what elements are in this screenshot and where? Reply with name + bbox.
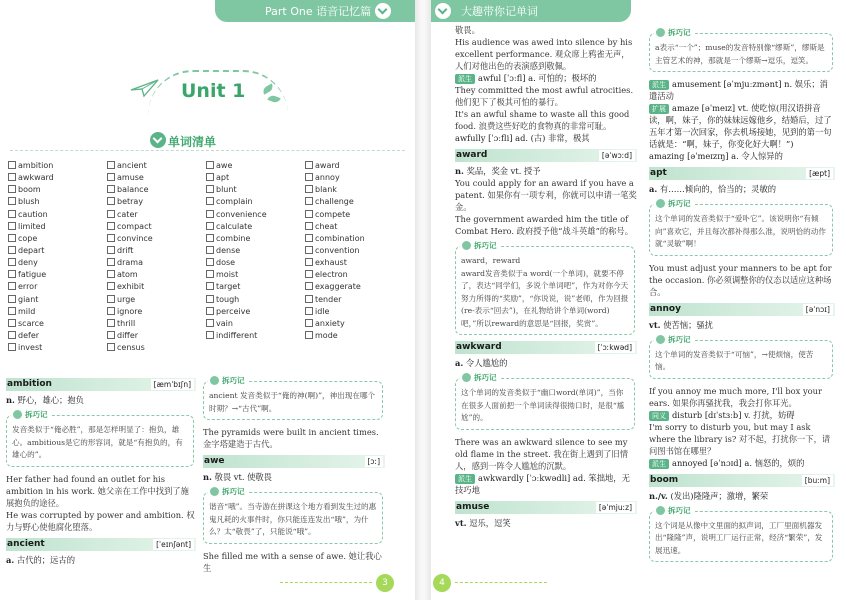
entry-column-4 xyxy=(649,24,835,568)
word-list-item[interactable]: challenge xyxy=(305,196,404,208)
entry-word: awe xyxy=(204,456,225,466)
word-list-item[interactable]: apt xyxy=(206,172,305,184)
word-list-item[interactable]: vain xyxy=(206,318,305,330)
example-sentence: The government awarded him the title of Combat Hero. 政府授予他“战斗英雄”的称号。 xyxy=(455,214,634,236)
divider xyxy=(10,150,405,151)
word-list-item[interactable]: perceive xyxy=(206,306,305,318)
word-list-item[interactable]: blush xyxy=(8,196,107,208)
word-list-item[interactable]: exhaust xyxy=(305,257,404,269)
derivative-text: amusement [əˈmjuːzmənt] n. 娱乐；消遣活动 xyxy=(649,79,828,101)
derivative xyxy=(649,78,835,102)
entry-word: awkward xyxy=(456,342,502,352)
page-number-left: 3 xyxy=(376,574,394,592)
word-list-item[interactable]: convention xyxy=(305,245,404,257)
memory-tip-tag: 拆巧记 xyxy=(208,374,249,387)
header-title-right: 大趣带你记单词 xyxy=(461,5,538,18)
derivative xyxy=(649,102,835,150)
word-list-item[interactable]: tough xyxy=(206,294,305,306)
entry-phonetic: [ˈeɪnʃənt] xyxy=(153,539,194,550)
example-sentence: They committed the most awful atrocities. 他们犯下了极其可怕的暴行。 xyxy=(455,85,634,107)
memory-tip-tag: 拆巧记 xyxy=(654,333,695,346)
chevron-down-icon xyxy=(150,132,166,148)
definition-text: 奖品，奖金 vt. 授予 xyxy=(466,166,541,176)
entry-phonetic: [əˈwɔːd] xyxy=(599,150,635,161)
word-list-item[interactable]: giant xyxy=(8,294,107,306)
memory-tip-text: 这个词是从像中文里面的拟声词，工厂里面机器发出“隆隆”声，说明工厂运行正常，经济“繁荣”，发展迅速。 xyxy=(655,520,823,555)
entry-header-awkward xyxy=(455,341,637,354)
entry-phonetic: [æmˈbɪʃn] xyxy=(151,379,194,390)
definition xyxy=(649,319,835,331)
example-sentence: The pyramids were built in ancient times. 金字塔建造于古代。 xyxy=(203,427,379,449)
memory-tip-text: 这个单词的发音类似于“可恼”，→使烦恼，使苦恼。 xyxy=(655,349,814,371)
word-list-item[interactable]: dose xyxy=(206,257,305,269)
derivative xyxy=(455,472,637,496)
word-list-item[interactable]: deny xyxy=(8,257,107,269)
memory-tip-text: 发音类似于“俺必胜”，那是怎样明显了：抱负，雄心。ambitious是它的形容词，就是“有抱负的，有雄心的”。 xyxy=(12,425,183,459)
example-sentence: There was an awkward silence to see my old flame in the street. 我在街上遇到了旧情人，感到一阵令人尴尬的沉默。 xyxy=(455,436,629,471)
entry-phonetic: [æpt] xyxy=(806,168,833,179)
example-sentence: If you annoy me much more, I'll box your ears. 如果你再骚扰我，我会打你耳光。 xyxy=(649,385,822,408)
word-list-item[interactable]: betray xyxy=(107,196,206,208)
word-list-item[interactable]: error xyxy=(8,281,107,293)
word-list-item[interactable]: differ xyxy=(107,330,206,342)
right-page xyxy=(431,0,846,600)
definition-text: 逗乐，逗笑 xyxy=(469,517,511,528)
memory-tip-box xyxy=(649,28,833,72)
derivative-tag: 派生 xyxy=(649,80,669,90)
word-list-item[interactable]: annoy xyxy=(305,172,404,184)
definition xyxy=(455,357,637,369)
word-list-item[interactable]: ancient xyxy=(107,160,206,172)
definition xyxy=(203,471,385,483)
word-list-item[interactable]: calculate xyxy=(206,221,305,233)
memory-tip-box xyxy=(455,241,635,335)
part-of-speech: n. xyxy=(455,166,464,176)
left-page xyxy=(0,0,415,600)
word-list-item[interactable]: compete xyxy=(305,209,404,221)
word-list-item[interactable]: idle xyxy=(305,306,404,318)
example-sentence: His audience was awed into silence by his excellent performance. 观众席上鸦雀无声，人们对他出色的表演感到敬佩。 xyxy=(455,37,633,71)
entry-phonetic: [əˈnɔɪ] xyxy=(803,304,833,315)
word-list-item[interactable]: limited xyxy=(8,221,107,233)
memory-tip-text: a表示“一个”；muse的发音特别像“缪斯”，缪斯是主管艺术的神，那就是一个缪斯→逗乐，逗笑。 xyxy=(655,43,825,65)
word-list-item[interactable]: electron xyxy=(305,269,404,281)
definition xyxy=(455,517,637,529)
entry-header-apt xyxy=(649,167,835,180)
derivative-text: amaze [əˈmeɪz] vt. 使吃惊(用汉语拼音读，啊，妹子，你的妹妹远嫁他乡，结婚后，过了五年才第一次回家，你去机场接她，见到的第一句话就是：“啊，妹子，你变化好大啊！”) xyxy=(649,103,832,149)
derivative-text: amazing [əˈmeɪzɪŋ] a. 令人惊异的 xyxy=(649,151,783,161)
derivative-text: disturb [dɪˈstɜːb] v. 打扰，妨碍 xyxy=(672,409,795,420)
word-list-item[interactable]: caution xyxy=(8,209,107,221)
part-of-speech: vt. xyxy=(649,319,661,330)
definition-text: 敬畏 vt. 使敬畏 xyxy=(214,472,272,482)
word-list-heading: 单词清单 xyxy=(168,135,217,149)
memory-tip-tag: 拆巧记 xyxy=(460,239,501,252)
example-sentence: He was corrupted by power and ambition. 权力与野心使他腐化堕落。 xyxy=(6,509,195,532)
word-list-item[interactable]: fatigue xyxy=(8,269,107,281)
entry-word: boom xyxy=(650,474,679,485)
derivative xyxy=(455,72,637,84)
example-sentence: I'm sorry to disturb you, but may I ask where the library is? 对不起，打扰你一下，请问图书馆在哪里？ xyxy=(649,421,831,456)
word-list-item[interactable]: exhibit xyxy=(107,281,206,293)
unit-title: Unit 1 xyxy=(181,80,246,102)
definition-text: 令人尴尬的 xyxy=(465,358,508,368)
word-list-item[interactable]: atom xyxy=(107,269,206,281)
memory-tip-tag: 拆巧记 xyxy=(654,26,695,39)
entry-phonetic: [əˈmjuːz] xyxy=(596,502,635,513)
word-list-item[interactable]: amuse xyxy=(107,172,206,184)
memory-tip-box xyxy=(6,410,194,467)
derivative-tag: 派生 xyxy=(455,74,475,84)
word-list xyxy=(8,160,408,354)
word-list-empty xyxy=(305,342,404,354)
word-list-item[interactable]: cheat xyxy=(305,221,404,233)
word-list-item[interactable]: scarce xyxy=(8,318,107,330)
derivative-text: awful [ˈɔːfl] a. 可怕的；极坏的 xyxy=(478,73,597,83)
word-list-item[interactable]: indifferent xyxy=(206,330,305,342)
memory-tip-box xyxy=(203,376,383,420)
entry-word: ambition xyxy=(7,379,52,389)
entry-header-award xyxy=(455,149,637,162)
word-list-item[interactable]: drama xyxy=(107,257,206,269)
word-list-item[interactable]: cater xyxy=(107,209,206,221)
word-list-item[interactable]: blunt xyxy=(206,184,305,196)
derivative-tag: 同义 xyxy=(649,411,669,421)
entry-phonetic: [ɔː] xyxy=(365,456,384,467)
part-of-speech: a. xyxy=(6,554,15,565)
word-list-item[interactable]: boom xyxy=(8,184,107,196)
definition xyxy=(455,165,637,177)
entry-header-annoy xyxy=(649,303,835,316)
part-of-speech: a. xyxy=(649,184,658,194)
memory-tip-box xyxy=(649,334,833,379)
part-of-speech: n. xyxy=(203,472,212,482)
example-sentence: You could apply for an award if you have a patent. 如果你有一项专利，你就可以申请一笔奖金。 xyxy=(455,178,637,212)
entry-header-awe xyxy=(203,455,385,468)
word-list-item[interactable]: combination xyxy=(305,233,404,245)
word-list-item[interactable]: thrill xyxy=(107,318,206,330)
entry-header-boom xyxy=(649,474,835,487)
entry-word: apt xyxy=(650,168,667,178)
derivative-text: awfully [ˈɔːfli] ad. (古) 非常，极其 xyxy=(455,133,590,143)
derivative-tag: 扩展 xyxy=(649,104,669,114)
word-list-item[interactable]: mild xyxy=(8,306,107,318)
definition-text: 使苦恼；骚扰 xyxy=(663,319,713,330)
word-list-item[interactable]: compact xyxy=(107,221,206,233)
memory-tip-box xyxy=(455,373,635,430)
definition-text: 古代的；远古的 xyxy=(16,554,75,565)
word-list-item[interactable]: target xyxy=(206,281,305,293)
entry-phonetic: [ˈɔːkwəd] xyxy=(595,342,635,353)
word-list-empty xyxy=(206,342,305,354)
definition xyxy=(6,554,196,566)
entry-header-ancient xyxy=(6,538,196,551)
word-list-item[interactable]: awkward xyxy=(8,172,107,184)
definition-text: (发出)隆隆声；激增，繁荣 xyxy=(670,490,769,501)
book-spine xyxy=(415,0,431,600)
memory-tip-tag: 拆巧记 xyxy=(654,504,695,517)
entry-word: amuse xyxy=(456,501,490,512)
word-list-item[interactable]: drift xyxy=(107,245,206,257)
memory-tip-text: award，reward award发音类似于a word(一个单词)，就要不停了，表达“同学们，多说个单词吧”，作为对你今天努力所得的“奖励”，“你说说，说”老师，作为回报(re-表示“回去”)，在礼物给讲个单词(word)吧，”所以reward的意思是“回报，奖赏”。 xyxy=(461,256,629,328)
example-sentence: Her father had found an outlet for his ambition in his work. 她父亲在工作中找到了施展抱负的途径。 xyxy=(6,473,189,508)
page-number-right: 4 xyxy=(433,574,451,592)
word-list-item[interactable]: exaggerate xyxy=(305,281,404,293)
memory-tip-text: 这个单词的发音类似于“爱卟它”。该说明你“有倾向”喜欢它，并且每次都补得那么准，说明恰的动作就“灵敏”啊！ xyxy=(655,214,826,248)
word-list-item[interactable]: blank xyxy=(305,184,404,196)
word-list-item[interactable]: depart xyxy=(8,245,107,257)
part-of-speech: n. xyxy=(6,395,15,405)
entry-word: award xyxy=(456,150,488,160)
part-of-speech: a. xyxy=(455,358,464,368)
header-title-left: Part One 语音记忆篇 xyxy=(265,5,372,18)
chevron-down-icon xyxy=(375,3,391,19)
definition xyxy=(649,490,835,502)
memory-tip-box xyxy=(203,487,383,544)
word-list-item[interactable]: invest xyxy=(8,342,107,354)
derivative-tag: 派生 xyxy=(455,474,475,484)
word-list-item[interactable]: combine xyxy=(206,233,305,245)
derivative-tag: 派生 xyxy=(649,459,669,469)
word-list-item[interactable]: dense xyxy=(206,245,305,257)
entry-phonetic: [buːm] xyxy=(802,475,833,486)
derivative xyxy=(649,457,835,469)
memory-tip-box xyxy=(649,199,833,256)
chevron-down-icon xyxy=(435,3,451,19)
word-list-item[interactable]: complain xyxy=(206,196,305,208)
word-list-item[interactable]: census xyxy=(107,342,206,354)
word-list-item[interactable]: defer xyxy=(8,330,107,342)
divider xyxy=(280,582,372,583)
entry-word: ancient xyxy=(7,538,45,549)
definition-text: 野心，雄心；抱负 xyxy=(17,395,84,405)
word-list-item[interactable]: awe xyxy=(206,160,305,172)
header-ribbon-left xyxy=(215,0,415,22)
entry-column-2 xyxy=(203,372,385,574)
memory-tip-tag: 拆巧记 xyxy=(654,197,695,210)
header-ribbon-right xyxy=(431,0,631,22)
word-list-item[interactable]: ambition xyxy=(8,160,107,172)
memory-tip-text: ancient 发音类似于“俺的神(啊)”，神出现在哪个时期？→“古代”啊。 xyxy=(209,391,376,413)
example-sentence: It's an awful shame to waste all this good food. 浪费这些好吃的食物真的非常可耻。 xyxy=(455,109,630,131)
word-list-item[interactable]: anxiety xyxy=(305,318,404,330)
derivative-text: awkwardly [ˈɔːkwədli] ad. 笨拙地，无技巧地 xyxy=(455,472,630,495)
word-list-item[interactable]: convenience xyxy=(206,209,305,221)
word-list-item[interactable]: tender xyxy=(305,294,404,306)
word-list-item[interactable]: mode xyxy=(305,330,404,342)
example-sentence: You must adjust your manners to be apt for the occasion. 你必须调整你的仪态以适应这种场合。 xyxy=(649,262,832,297)
word-list-item[interactable]: award xyxy=(305,160,404,172)
definition xyxy=(649,183,835,195)
word-list-item[interactable]: convince xyxy=(107,233,206,245)
word-list-item[interactable]: urge xyxy=(107,294,206,306)
memory-tip-tag: 拆巧记 xyxy=(208,485,249,498)
part-of-speech: n./v. xyxy=(649,490,668,501)
derivative xyxy=(649,409,835,421)
memory-tip-tag: 拆巧记 xyxy=(11,408,52,421)
example-sentence: She filled me with a sense of awe. 她让我心生 xyxy=(203,550,382,573)
word-list-item[interactable]: balance xyxy=(107,184,206,196)
divider xyxy=(455,582,547,583)
word-list-item[interactable]: moist xyxy=(206,269,305,281)
entry-header-amuse xyxy=(455,501,637,514)
example-continuation: 敬畏。 xyxy=(455,25,480,35)
entry-word: annoy xyxy=(650,303,681,314)
memory-tip-text: 谐音“哦”。当寺游在拼课这个地方看到发生过的惠鬼凡耗的火事件时，你只能连连发出“哦”，为什么？太“敬畏”了，只能说“哦”。 xyxy=(209,502,377,536)
entry-header-ambition xyxy=(6,378,196,391)
entry-column-3 xyxy=(455,24,637,529)
word-list-item[interactable]: ignore xyxy=(107,306,206,318)
entry-column-1 xyxy=(6,378,196,566)
derivative-text: annoyed [əˈnɔɪd] a. 恼怒的，烦的 xyxy=(672,457,805,468)
definition xyxy=(6,394,196,406)
memory-tip-tag: 拆巧记 xyxy=(460,371,501,384)
memory-tip-box xyxy=(649,505,833,563)
part-of-speech: vt. xyxy=(455,517,467,528)
memory-tip-text: 这个单词的发音类似于“幽口word(单词)”，当你在很多人面前把一个单词读得很拗口时，是很“尴尬”的。 xyxy=(461,388,625,422)
word-list-item[interactable]: cope xyxy=(8,233,107,245)
definition-text: 有……倾向的，恰当的；灵敏的 xyxy=(659,184,777,194)
